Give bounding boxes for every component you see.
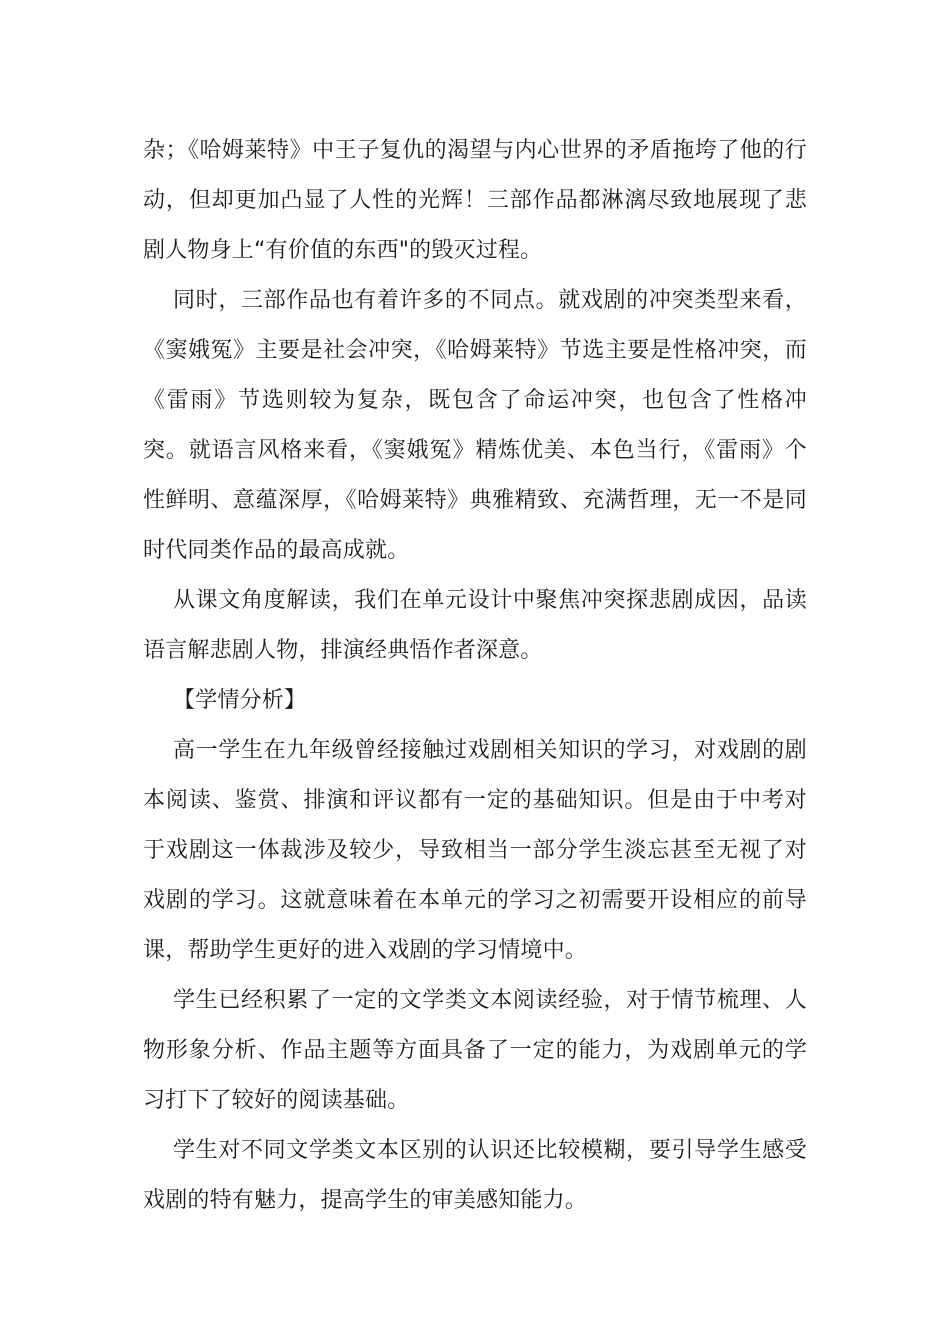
- section-heading-student-analysis: 【学情分析】: [173, 688, 307, 713]
- paragraph-student-reading-experience: 学生已经积累了一定的文学类文本阅读经验，对于情节梳理、人物形象分析、作品主题等方面具备了一定的能力，为戏剧单元的学习打下了较好的阅读基础。: [143, 988, 807, 1113]
- paragraph-continuation: 杂；《哈姆莱特》中王子复仇的渴望与内心世界的矛盾拖垮了他的行动，但却更加凸显了人性的光辉！三部作品都淋漓尽致地展现了悲剧人物身上“有价值的东西"的毁灭过程。: [143, 138, 807, 263]
- paragraph-student-background: 高一学生在九年级曾经接触过戏剧相关知识的学习，对戏剧的剧本阅读、鉴赏、排演和评议都有一定的基础知识。但是由于中考对于戏剧这一体裁涉及较少，导致相当一部分学生淡忘甚至无视了对戏剧的学习。这就意味着在本单元的学习之初需要开设相应的前导课，帮助学生更好的进入戏剧的学习情境中。: [143, 738, 807, 963]
- paragraph-differences: 同时，三部作品也有着许多的不同点。就戏剧的冲突类型来看，《窦娥冤》主要是社会冲突，《哈姆莱特》节选主要是性格冲突，而《雷雨》节选则较为复杂，既包含了命运冲突，也包含了性格冲突。就语言风格来看，《窦娥冤》精炼优美、本色当行，《雷雨》个性鲜明、意蕴深厚，《哈姆莱特》典雅精致、充满哲理，无一不是同时代同类作品的最高成就。: [143, 288, 807, 563]
- paragraph-student-aesthetic: 学生对不同文学类文本区别的认识还比较模糊，要引导学生感受戏剧的特有魅力，提高学生的审美感知能力。: [143, 1138, 807, 1213]
- document-body: [143, 126, 807, 1226]
- paragraph-unit-design: 从课文角度解读，我们在单元设计中聚焦冲突探悲剧成因，品读语言解悲剧人物，排演经典悟作者深意。: [143, 588, 807, 663]
